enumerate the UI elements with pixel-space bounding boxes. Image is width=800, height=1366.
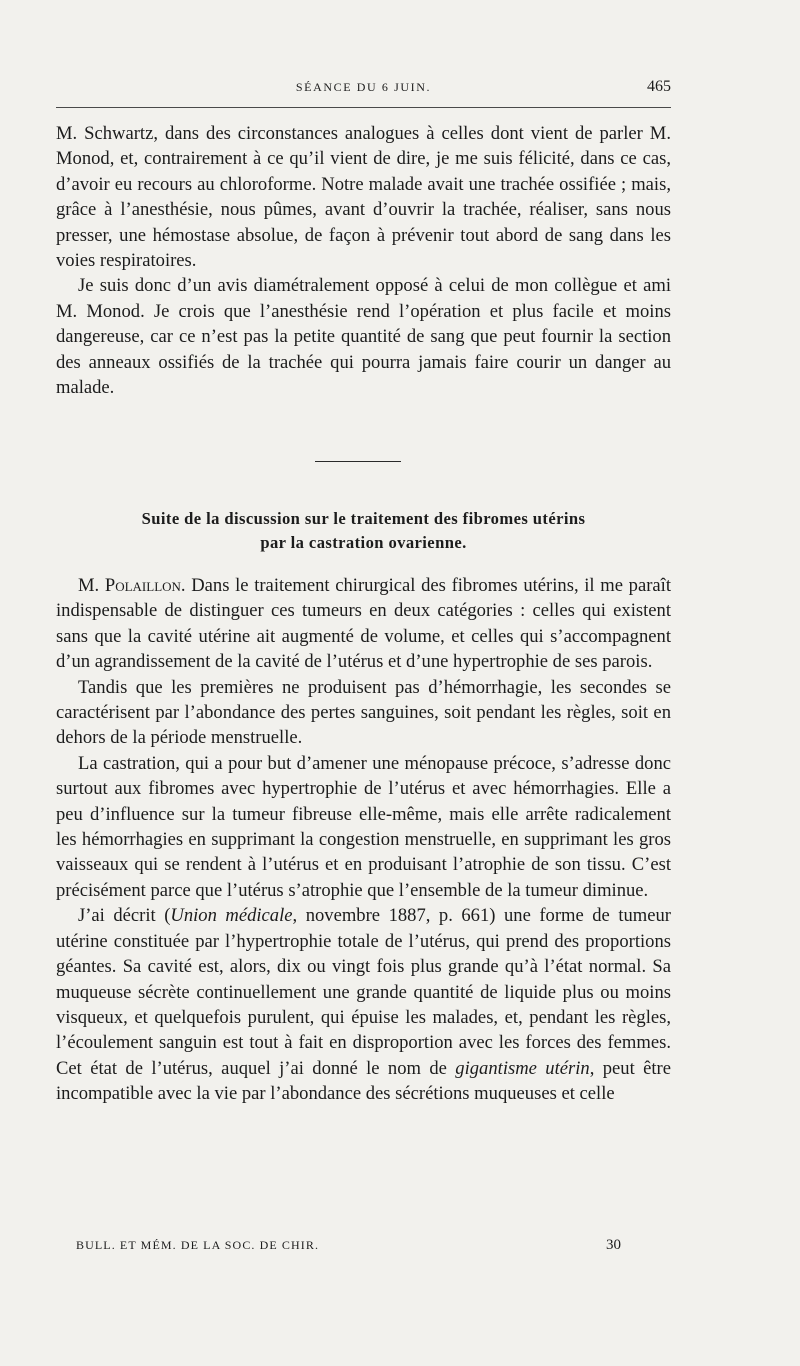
header-rule [56,107,671,108]
speaker-name: Polaillon [104,575,181,596]
paragraph-polaillon [56,573,671,675]
paragraph-castration: La castration, qui a pour but d’amener une ménopause précoce, s’adresse donc surtout aux fibromes avec hypertrophie de l’utérus et avec hémorrhagies. Elle a peu d’influence sur la tumeur fibreuse elle-même, mais elle arrête radicalement les hémorrhagies en supprimant la congestion menstruelle, en supprimant les gros vaisseaux qui se rendent à l’utérus et en produisant l’atrophie de son tissu. C’est précisément parce que l’utérus s’atrophie que l’ensemble de la tumeur diminue. [56,752,671,901]
running-head [56,78,671,98]
paragraph-polaillon-text: . Dans le traitement chirurgical des fibromes utérins, il me paraît indispensable de distinguer ces tumeurs en deux catégories : celles qui existent sans que la cavité utérine ait augmenté de volume, et celles qui s’accompagnent d’un agrandissement de la cavité de l’utérus et d’une hypertrophie de ses parois. [56,575,671,673]
page-footer [56,1237,671,1257]
paragraph-avis: Je suis donc d’un avis diamétralement opposé à celui de mon collègue et ami M. Monod. Je crois que l’anesthésie rend l’opération et plus facile et moins dangereuse, car ce n’est pas la petite quantité de sang que peut fournir la section des anneaux ossifiés de la trachée qui pourra jamais faire courir un danger au malade. [56,275,671,399]
top-text-block [56,121,671,400]
section-title [56,507,671,555]
term-gigantisme: gigantisme utérin [455,1057,590,1079]
text-fragment: J’ai décrit ( [78,905,171,927]
paragraph-gigantisme [56,903,671,1106]
page [56,0,671,1366]
signature-number: 30 [606,1237,621,1253]
section-title-line-2: par la castration ovarienne. [260,533,467,552]
section-title-line-1: Suite de la discussion sur le traitement des fibromes utérins [141,509,586,528]
paragraph-schwartz: M. Schwartz, dans des circonstances analogues à celles dont vient de parler M. Monod, et, contrairement à ce qu’il vient de dire, je me suis félicité, dans ce cas, d’avoir eu recours au chloroforme. Notre malade avait une trachée ossifiée ; mais, grâce à l’anesthésie, nous pûmes, avant d’ouvrir la trachée, réaliser, sans nous presser, une hémostase absolue, de façon à prévenir tout abord de sang dans les voies respiratoires. [56,123,671,272]
page-number: 465 [647,78,671,95]
citation-journal: Union médicale [170,905,293,927]
footer-journal: BULL. ET MÉM. DE LA SOC. DE CHIR. [76,1238,320,1252]
section-separator [315,461,401,462]
text-fragment: , novembre 1887, p. 661) une forme de tumeur utérine constituée par l’hypertrophie totale de l’utérus, qui prend des proportions géantes. Sa cavité est, alors, dix ou vingt fois plus grande qu’à l’état normal. Sa muqueuse sécrète continuellement une grande quantité de liquide plus ou moins visqueux, et quelquefois purulent, qui épuise les malades, et, pendant les règles, l’écoulement sanguin est tout à fait en disproportion avec les forces des femmes. Cet état de l’utérus, auquel j’ai donné le nom de [56,905,671,1079]
speaker-prefix: M. [78,575,105,596]
bottom-text-block [56,573,671,1107]
paragraph-tandis: Tandis que les premières ne produisent pas d’hémorrhagie, les secondes se caractérisent par l’abondance des pertes sanguines, soit pendant les règles, soit en dehors de la période menstruelle. [56,676,671,749]
running-title: SÉANCE DU 6 JUIN. [295,80,432,94]
text-fragment: , peut être incompatible avec la vie par l’abondance des sécrétions muqueuses et celle [56,1057,671,1105]
